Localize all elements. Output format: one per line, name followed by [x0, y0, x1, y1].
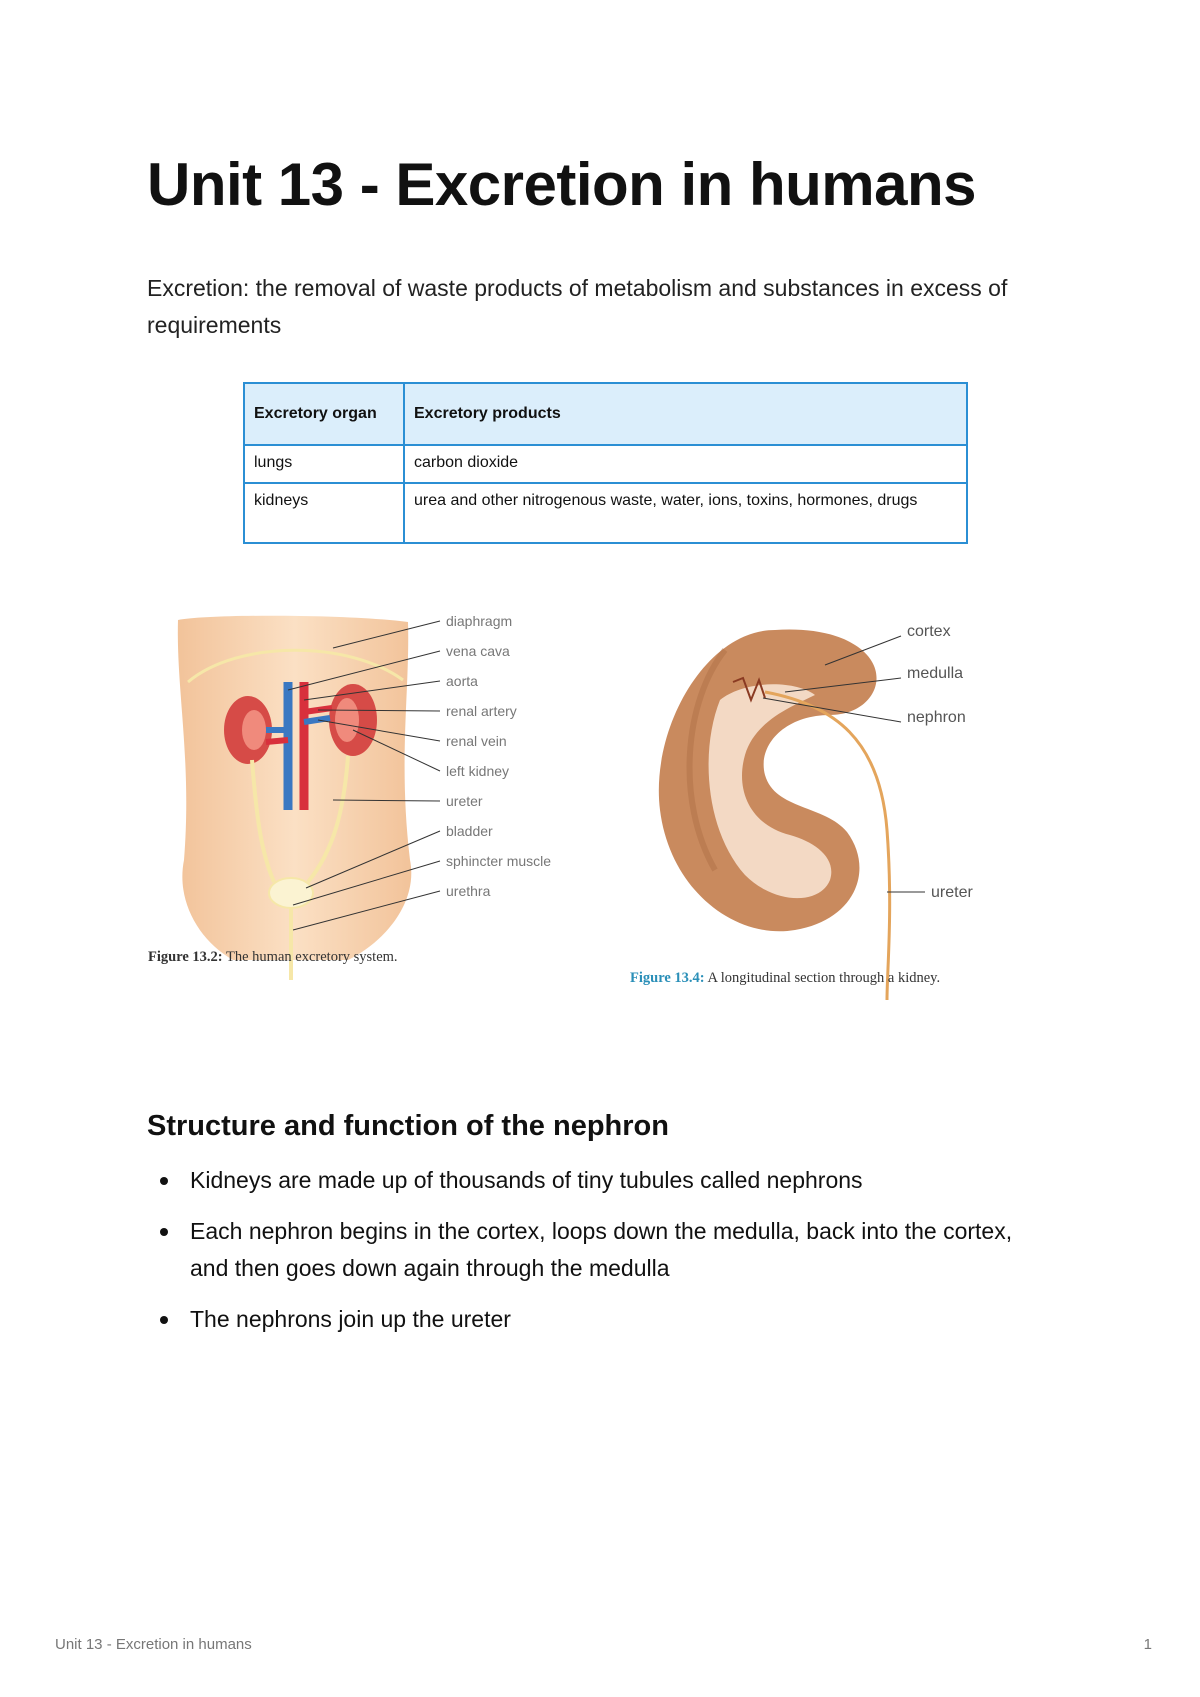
intro-definition: Excretion: the removal of waste products of metabolism and substances in excess of requirements [147, 275, 1008, 338]
label-ureter: ureter [931, 884, 973, 901]
table-header-row [244, 383, 967, 445]
kidney-section-figure [625, 610, 1075, 1010]
list-item-text: The nephrons join up the ureter [190, 1306, 511, 1332]
label-sphincter-muscle: sphincter muscle [446, 853, 552, 869]
list-item [147, 1213, 1047, 1287]
caption-prefix: Figure 13.2: [148, 949, 223, 965]
caption-text: The human excretory system. [226, 949, 398, 965]
label-cortex: cortex [907, 623, 951, 640]
label-ureter: ureter [446, 793, 483, 809]
figure-13-4-caption [630, 970, 940, 986]
section-heading: Structure and function of the nephron [147, 1110, 669, 1142]
table-row [244, 445, 967, 483]
label-urethra: urethra [446, 883, 491, 899]
table-cell: carbon dioxide [404, 445, 967, 483]
label-aorta: aorta [446, 673, 478, 689]
table-header-cell: Excretory organ [244, 383, 404, 445]
excretion-table [243, 382, 968, 544]
table-cell: urea and other nitrogenous waste, water, ions, toxins, hormones, drugs [404, 483, 967, 543]
label-left-kidney: left kidney [446, 763, 510, 779]
table-cell: kidneys [244, 483, 404, 543]
bullet-dot [160, 1316, 168, 1324]
page-title: Unit 13 - Excretion in humans [147, 151, 976, 218]
caption-prefix: Figure 13.4: [630, 970, 705, 986]
label-bladder: bladder [446, 823, 493, 839]
page-number: 1 [1143, 1636, 1152, 1653]
excretory-system-figure [148, 610, 588, 990]
bullet-dot [160, 1177, 168, 1185]
bladder-shape [269, 878, 313, 908]
caption-text: A longitudinal section through a kidney. [707, 970, 941, 986]
list-item-text: Kidneys are made up of thousands of tiny tubules called nephrons [190, 1167, 863, 1193]
label-vena-cava: vena cava [446, 643, 510, 659]
table-header-cell: Excretory products [404, 383, 967, 445]
table-row [244, 483, 967, 543]
nephron-bullet-list [147, 1162, 1047, 1352]
bullet-dot [160, 1228, 168, 1236]
list-item-text: Each nephron begins in the cortex, loops down the medulla, back into the cortex, and then goes down again through the medulla [190, 1218, 1013, 1281]
label-renal-artery: renal artery [446, 703, 517, 719]
list-item [147, 1162, 1047, 1199]
table-cell: lungs [244, 445, 404, 483]
list-item [147, 1301, 1047, 1338]
label-diaphragm: diaphragm [446, 613, 513, 629]
label-nephron: nephron [907, 709, 966, 726]
label-renal-vein: renal vein [446, 733, 507, 749]
footer-title: Unit 13 - Excretion in humans [55, 1636, 252, 1653]
figure-13-2-caption [148, 949, 398, 965]
label-medulla: medulla [907, 665, 964, 682]
